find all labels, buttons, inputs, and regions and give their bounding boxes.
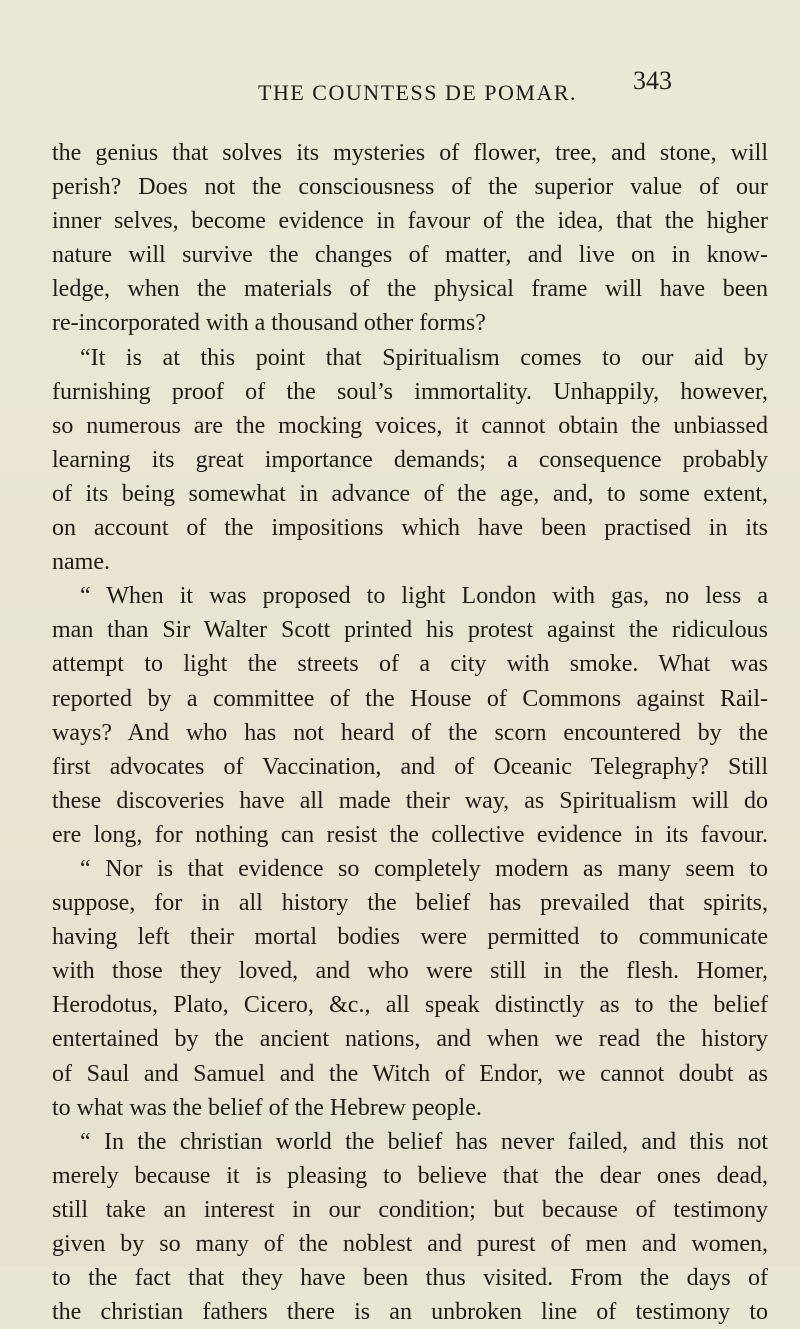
text-line: Herodotus, Plato, Cicero, &c., all speak distinctly as to the belief [52, 992, 768, 1019]
text-line: first advocates of Vaccination, and of Oceanic Telegraphy? Still [52, 753, 768, 780]
text-line: ledge, when the materials of the physical frame will have been [52, 276, 768, 303]
text-line: merely because it is pleasing to believe that the dear ones dead, [52, 1162, 768, 1189]
text-line: re-incorporated with a thousand other forms? [52, 310, 486, 337]
running-head: THE COUNTESS DE POMAR. [258, 80, 578, 105]
text-line: so numerous are the mocking voices, it cannot obtain the unbiassed [52, 412, 768, 439]
text-line: to what was the belief of the Hebrew people. [52, 1094, 482, 1121]
text-line: given by so many of the noblest and purest of men and women, [52, 1231, 768, 1257]
text-line: still take an interest in our condition; but because of testimony [52, 1196, 768, 1223]
text-line: having left their mortal bodies were permitted to communicate [52, 924, 768, 951]
text-line: these discoveries have all made their way, as Spiritualism will do [52, 787, 768, 814]
text-line: furnishing proof of the soul’s immortality. Unhappily, however, [52, 378, 768, 405]
page-number: 343 [633, 66, 672, 95]
text-line: name. [52, 549, 110, 576]
text-line: reported by a committee of the House of Commons against Rail- [52, 685, 768, 712]
text-line: attempt to light the streets of a city with smoke. What was [52, 651, 768, 678]
text-line: “It is at this point that Spiritualism comes to our aid by [80, 344, 768, 371]
text-line: on account of the impositions which have been practised in its [52, 515, 768, 542]
text-line: learning its great importance demands; a consequence probably [52, 446, 768, 473]
text-line: man than Sir Walter Scott printed his protest against the ridiculous [52, 617, 768, 644]
text-line: the genius that solves its mysteries of flower, tree, and stone, will [52, 140, 768, 166]
text-line: “ When it was proposed to light London with gas, no less a [80, 583, 768, 610]
text-line: ere long, for nothing can resist the collective evidence in its favour. [52, 821, 768, 848]
text-line: of its being somewhat in advance of the age, and, to some extent, [52, 480, 768, 507]
body-text [52, 136, 768, 1329]
text-line: with those they loved, and who were still in the flesh. Homer, [52, 958, 768, 985]
text-line: suppose, for in all history the belief has prevailed that spirits, [52, 890, 768, 917]
text-line: entertained by the ancient nations, and when we read the history [52, 1026, 768, 1053]
text-line: “ In the christian world the belief has never failed, and this not [80, 1128, 768, 1155]
text-line: nature will survive the changes of matter, and live on in know- [52, 242, 768, 269]
text-line: inner selves, become evidence in favour of the idea, that the higher [52, 208, 768, 235]
text-line: the christian fathers there is an unbroken line of testimony to [52, 1299, 768, 1326]
text-line: to the fact that they have been thus visited. From the days of [52, 1265, 768, 1292]
text-line: perish? Does not the consciousness of the superior value of our [52, 174, 768, 201]
text-line: of Saul and Samuel and the Witch of Endor, we cannot doubt as [52, 1060, 768, 1087]
text-line: ways? And who has not heard of the scorn encountered by the [52, 719, 768, 746]
text-line: “ Nor is that evidence so completely modern as many seem to [80, 855, 768, 882]
